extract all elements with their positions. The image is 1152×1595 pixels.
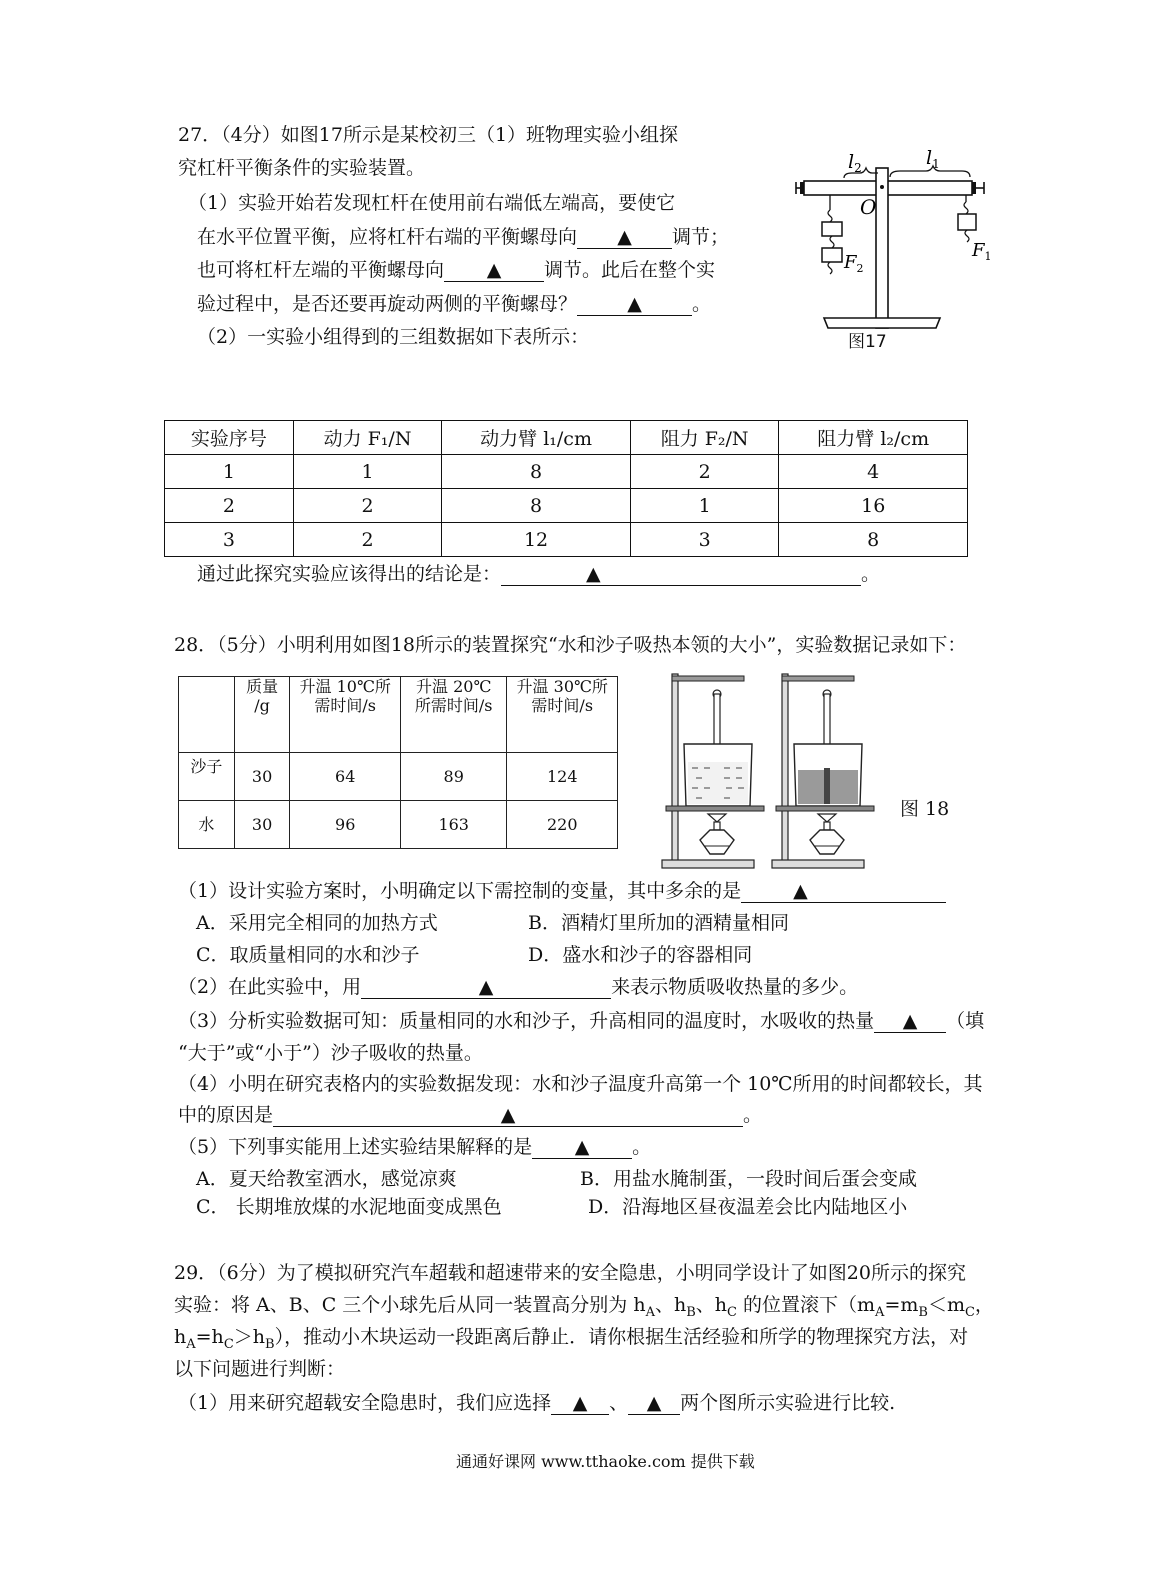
answer-blank[interactable]: [444, 260, 544, 282]
q28-s5-option-b: B．用盐水腌制蛋，一段时间后蛋会变咸: [580, 1168, 917, 1190]
table-cell: 3: [630, 523, 779, 557]
q29-line2-d: 的位置滚下（m: [736, 1294, 876, 1316]
page-footer: 通通好课网 www.tthaoke.com 提供下载: [456, 1452, 755, 1471]
q27-p1-line3-post: 调节。此后在整个实: [544, 259, 716, 281]
q28-s5: [178, 1136, 651, 1160]
table-cell: 2: [293, 489, 442, 523]
answer-mark: ▲: [500, 1104, 516, 1126]
table-cell: 沙子: [179, 753, 235, 801]
q27-conclusion-pre: 通过此探究实验应该得出的结论是：: [197, 563, 502, 585]
q28-s1: [178, 880, 946, 904]
subscript-c: C: [964, 1304, 975, 1320]
q27-line1: 27．（4分）如图17所示是某校初三（1）班物理实验小组探: [178, 124, 679, 146]
q29-line3-a: h: [174, 1326, 187, 1348]
answer-blank[interactable]: [361, 977, 611, 999]
table-header-cell: 动力臂 l₁/cm: [442, 421, 631, 455]
label-f2: $F_2$: [844, 252, 864, 275]
q27-p1-line2-pre: 在水平位置平衡，应将杠杆右端的平衡螺母向: [197, 226, 578, 248]
answer-blank[interactable]: [874, 1011, 946, 1033]
table-cell: 89: [400, 753, 507, 801]
q28-s5-option-d: D．沿海地区昼夜温差会比内陆地区小: [588, 1196, 908, 1218]
q28-s4-line2: [178, 1104, 762, 1128]
answer-mark: ▲: [902, 1010, 918, 1032]
heat-data-table: [178, 676, 618, 849]
table-row: [165, 523, 968, 557]
subscript-a: A: [645, 1304, 655, 1320]
q28-s5-post: 。: [632, 1136, 652, 1158]
q28-s4-line1: （4）小明在研究表格内的实验数据发现：水和沙子温度升高第一个 10℃所用的时间都较长，其: [178, 1073, 983, 1095]
answer-mark: ▲: [478, 976, 494, 998]
q27-p1-line4-pre: 验过程中，是否还要再旋动两侧的平衡螺母？: [197, 293, 578, 315]
q27-p1-line2: [197, 226, 729, 250]
answer-blank[interactable]: [628, 1393, 680, 1415]
table-header-cell: 升温 20℃ 所需时间/s: [400, 677, 507, 753]
q28-s4-line2-post: 。: [743, 1104, 763, 1126]
q28-s1-option-a: A．采用完全相同的加热方式: [196, 912, 438, 934]
q29-line2-g: ，: [974, 1294, 994, 1316]
table-cell: 16: [779, 489, 968, 523]
q27-p1-line4: [197, 293, 711, 317]
q29-line4: 以下问题进行判断：: [174, 1358, 346, 1380]
q28-s2-post: 来表示物质吸收热量的多少。: [611, 976, 859, 998]
table-cell: 64: [290, 753, 400, 801]
q28-s3: [178, 1010, 984, 1034]
q28-s5-pre: （5）下列事实能用上述实验结果解释的是: [178, 1136, 533, 1158]
subscript-b: B: [918, 1304, 928, 1320]
answer-blank[interactable]: [577, 294, 692, 316]
table-header-cell: 质量 /g: [234, 677, 290, 753]
table-cell: 8: [779, 523, 968, 557]
subscript-a: A: [875, 1304, 885, 1320]
answer-mark: ▲: [793, 880, 808, 902]
table-header-cell: 阻力 F₂/N: [630, 421, 779, 455]
q28-s5-option-c: C． 长期堆放煤的水泥地面变成黑色: [196, 1196, 502, 1218]
table-cell: 2: [165, 489, 294, 523]
q28-s1-text: （1）设计实验方案时，小明确定以下需控制的变量，其中多余的是: [178, 880, 742, 902]
table-cell: 水: [179, 801, 235, 849]
q28-s4-line2-pre: 中的原因是: [178, 1104, 274, 1126]
label-l1: $l_1$: [926, 147, 940, 171]
table-row: [165, 455, 968, 489]
table-cell: 12: [442, 523, 631, 557]
table-cell: 2: [293, 523, 442, 557]
table-row: [165, 489, 968, 523]
q27-p1-line3-pre: 也可将杠杆左端的平衡螺母向: [197, 259, 445, 281]
table-row: [179, 801, 618, 849]
q28-s1-option-c: C．取质量相同的水和沙子: [196, 944, 420, 966]
subscript-a: A: [186, 1336, 196, 1352]
q28-line1: 28．（5分）小明利用如图18所示的装置探究“水和沙子吸热本领的大小”，实验数据记录如下：: [174, 634, 967, 656]
heating-setup-figure: [660, 668, 880, 873]
table-header-cell: 阻力臂 l₂/cm: [779, 421, 968, 455]
fig18-caption: 图 18: [900, 798, 950, 820]
table-cell: 30: [234, 801, 290, 849]
answer-mark: ▲: [646, 1392, 662, 1414]
q29-line3-c: ＞h: [233, 1326, 266, 1348]
table-header-cell: 动力 F₁/N: [293, 421, 442, 455]
fig17-caption: 图17: [848, 332, 887, 352]
table-header-cell: 实验序号: [165, 421, 294, 455]
q28-s1-option-d: D．盛水和沙子的容器相同: [528, 944, 753, 966]
table-cell: 163: [400, 801, 507, 849]
q28-s2-pre: （2）在此实验中，用: [178, 976, 362, 998]
q29-s1-post: 两个图所示实验进行比较.: [680, 1392, 896, 1414]
label-o: O: [860, 195, 877, 219]
q28-s3-line2: “大于”或“小于”）沙子吸收的热量。: [178, 1042, 483, 1064]
q29-line2-e: =m: [884, 1294, 919, 1316]
label-f1: $F_1$: [972, 240, 992, 263]
table-header-cell: 升温 10℃所 需时间/s: [290, 677, 400, 753]
q29-line2: [174, 1294, 994, 1321]
answer-blank[interactable]: [551, 1393, 609, 1415]
subscript-b: B: [265, 1336, 275, 1352]
table-cell: 1: [293, 455, 442, 489]
q29-line3-d: ），推动小木块运动一段距离后静止．请你根据生活经验和所学的物理探究方法，对: [274, 1326, 969, 1348]
table-cell: 30: [234, 753, 290, 801]
answer-blank[interactable]: [741, 881, 946, 903]
q28-s5-option-a: A．夏天给教室洒水，感觉凉爽: [196, 1168, 457, 1190]
table-cell: 220: [507, 801, 618, 849]
q27-conclusion-post: 。: [861, 563, 881, 585]
subscript-b: B: [686, 1304, 696, 1320]
table-header-row: [179, 677, 618, 753]
q29-line3: [174, 1326, 968, 1353]
subscript-c: C: [727, 1304, 737, 1320]
table-cell: 4: [779, 455, 968, 489]
label-l2: $l_2$: [848, 151, 862, 175]
table-cell: 124: [507, 753, 618, 801]
q28-s3-pre: （3）分析实验数据可知：质量相同的水和沙子，升高相同的温度时，水吸收的热量: [178, 1010, 875, 1032]
answer-mark: ▲: [574, 1136, 590, 1158]
q27-p1-line1: （1）实验开始若发现杠杆在使用前右端低左端高，要使它: [188, 192, 676, 214]
q29-line1: 29．（6分）为了模拟研究汽车超载和超速带来的安全隐患，小明同学设计了如图20所示的探究: [174, 1262, 966, 1284]
q29-s1: [178, 1392, 895, 1416]
table-cell: 3: [165, 523, 294, 557]
q29-line2-a: 实验：将 A、B、C 三个小球先后从同一装置高分别为 h: [174, 1294, 646, 1316]
q29-line3-b: =h: [195, 1326, 224, 1348]
table-row: [179, 753, 618, 801]
subscript-c: C: [223, 1336, 234, 1352]
table-cell: 96: [290, 801, 400, 849]
q27-line2: 究杠杆平衡条件的实验装置。: [178, 157, 426, 179]
q28-s1-option-b: B．酒精灯里所加的酒精量相同: [528, 912, 789, 934]
table-header-cell: [179, 677, 235, 753]
answer-mark: ▲: [617, 226, 632, 248]
answer-blank[interactable]: [532, 1137, 632, 1159]
table-cell: 1: [165, 455, 294, 489]
answer-blank[interactable]: [273, 1105, 743, 1127]
table-cell: 1: [630, 489, 779, 523]
q29-line2-f: ＜m: [927, 1294, 965, 1316]
table-cell: 2: [630, 455, 779, 489]
q29-s1-mid: 、: [609, 1392, 629, 1414]
answer-mark: ▲: [486, 259, 502, 281]
q27-p2: （2）一实验小组得到的三组数据如下表所示：: [197, 326, 590, 348]
table-cell: 8: [442, 489, 631, 523]
q27-conclusion: [197, 563, 880, 587]
q29-s1-pre: （1）用来研究超载安全隐患时，我们应选择: [178, 1392, 552, 1414]
answer-mark: ▲: [586, 563, 601, 585]
q29-line2-b: 、h: [654, 1294, 687, 1316]
table-cell: 8: [442, 455, 631, 489]
q28-s2: [178, 976, 858, 1000]
q27-p1-line3: [197, 259, 715, 283]
answer-mark: ▲: [572, 1392, 588, 1414]
q28-s3-post: （填: [946, 1010, 985, 1032]
table-header-row: [165, 421, 968, 455]
q27-p1-line2-post: 调节；: [672, 226, 730, 248]
q29-line2-c: 、h: [695, 1294, 728, 1316]
answer-blank[interactable]: [501, 564, 861, 586]
answer-mark: ▲: [627, 293, 642, 315]
lever-data-table: [164, 420, 968, 557]
lever-figure: [790, 140, 995, 365]
table-header-cell: 升温 30℃所 需时间/s: [507, 677, 618, 753]
answer-blank[interactable]: [577, 227, 672, 249]
q27-p1-line4-post: 。: [692, 293, 712, 315]
